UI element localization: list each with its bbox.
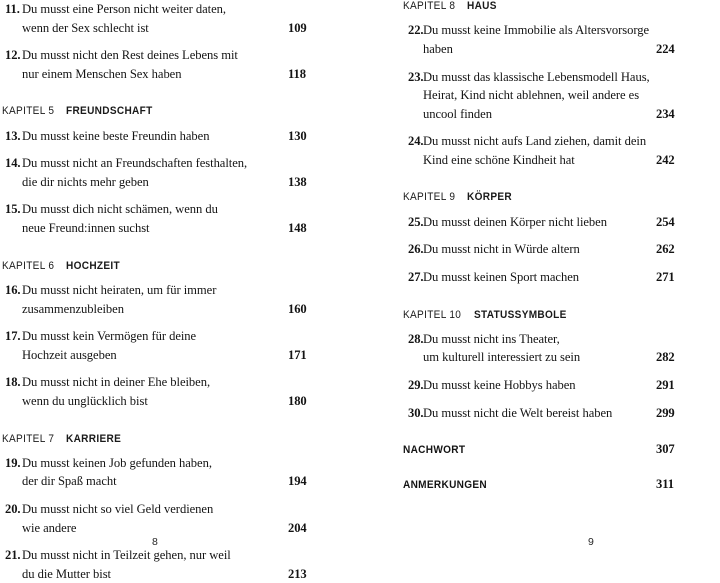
toc-entry[interactable] <box>2 0 342 37</box>
spacer <box>403 123 714 132</box>
toc-entry-line <box>2 392 342 411</box>
spacer <box>403 367 714 376</box>
toc-entry[interactable] <box>403 21 714 58</box>
toc-entry-page-number: 148 <box>288 221 307 236</box>
spacer <box>403 321 714 330</box>
toc-entry-page-number: 204 <box>288 520 307 535</box>
spacer <box>2 272 342 281</box>
toc-entry-page-number: 194 <box>288 474 307 489</box>
chapter-heading[interactable] <box>2 105 342 117</box>
toc-entry-line <box>403 105 714 124</box>
toc-entry-line <box>403 132 714 151</box>
toc-entry-number: 16. <box>5 282 21 297</box>
toc-entry-text: Du musst kein Vermögen für deine <box>22 329 197 344</box>
toc-column-left <box>2 0 342 583</box>
toc-entry-line <box>403 151 714 170</box>
chapter-title: HAUS <box>467 0 497 12</box>
toc-entry-text: wenn der Sex schlecht ist <box>22 20 149 35</box>
toc-entry-number: 23. <box>408 69 424 84</box>
toc-entry-number: 28. <box>408 331 424 346</box>
toc-entry-line <box>2 565 342 583</box>
toc-entry-number: 15. <box>5 202 21 217</box>
toc-entry[interactable] <box>2 546 342 583</box>
toc-entry-line <box>2 200 342 219</box>
chapter-title: STATUSSYMBOLE <box>473 308 567 321</box>
toc-entry-text: Hochzeit ausgeben <box>22 347 117 362</box>
spacer <box>403 457 714 479</box>
spacer <box>403 204 714 213</box>
toc-entry-number: 20. <box>5 502 21 517</box>
backmatter-label: NACHWORT <box>403 444 466 457</box>
toc-entry-line <box>2 327 342 346</box>
toc-entry-page-number: 299 <box>656 405 675 420</box>
chapter-heading[interactable] <box>403 191 714 203</box>
toc-entry-page-number: 291 <box>656 378 675 393</box>
toc-entry-line <box>2 472 342 491</box>
toc-entry-text: Du musst deinen Körper nicht lieben <box>423 214 607 229</box>
chapter-label: KAPITEL 8 <box>403 0 456 12</box>
spacer <box>2 145 342 154</box>
toc-entry-page-number: 234 <box>656 106 675 121</box>
toc-entry[interactable] <box>2 46 342 83</box>
toc-entry[interactable] <box>403 376 714 395</box>
spacer <box>403 422 714 444</box>
spacer <box>403 395 714 404</box>
toc-entry-line <box>403 21 714 40</box>
toc-entry-line <box>403 376 714 395</box>
toc-entry-text: Du musst keine Immobilie als Altersvorsorge <box>423 23 650 38</box>
toc-entry-text: Du musst nicht in Würde altern <box>423 242 580 257</box>
toc-entry-line <box>2 300 342 319</box>
backmatter-label: ANMERKUNGEN <box>403 478 488 491</box>
chapter-title: HOCHZEIT <box>66 259 121 272</box>
toc-entry-text: Du musst eine Person nicht weiter daten, <box>22 2 227 16</box>
toc-entry-line <box>403 40 714 59</box>
toc-entry-line <box>403 86 714 105</box>
toc-entry-line <box>403 330 714 349</box>
spacer <box>2 118 342 127</box>
toc-entry-line <box>2 46 342 65</box>
toc-entry-line <box>403 404 714 423</box>
backmatter-page-number: 307 <box>656 442 675 457</box>
toc-entry-text: Du musst nicht an Freundschaften festhalten, <box>22 156 248 171</box>
toc-entry[interactable] <box>403 132 714 169</box>
toc-entry[interactable] <box>2 454 342 491</box>
spacer <box>2 411 342 433</box>
toc-entry-text: uncool finden <box>423 106 492 121</box>
toc-entry[interactable] <box>2 500 342 537</box>
toc-entry-text: Du musst keine Hobbys haben <box>423 378 576 393</box>
chapter-heading[interactable] <box>403 0 714 12</box>
toc-entry-text: Du musst nicht heiraten, um für immer <box>22 282 217 297</box>
spacer <box>2 318 342 327</box>
chapter-label: KAPITEL 5 <box>2 105 55 118</box>
toc-entry-line <box>2 0 342 19</box>
toc-entry-line <box>2 519 342 538</box>
toc-entry-text: Du musst nicht die Welt bereist haben <box>423 405 613 420</box>
toc-entry-page-number: 213 <box>288 566 307 581</box>
toc-entry-page-number: 138 <box>288 174 307 189</box>
toc-entry[interactable] <box>403 404 714 423</box>
toc-entry[interactable] <box>2 327 342 364</box>
chapter-heading[interactable] <box>2 433 342 445</box>
toc-entry-text: zusammenzubleiben <box>22 301 124 316</box>
toc-entry-line <box>2 546 342 565</box>
spacer <box>2 191 342 200</box>
toc-entry-number: 12. <box>5 48 21 63</box>
toc-entry-text: haben <box>423 41 453 56</box>
toc-entry-line <box>2 373 342 392</box>
toc-entry-line <box>2 346 342 365</box>
spacer <box>2 445 342 454</box>
spacer <box>403 231 714 240</box>
toc-entry-text: Du musst das klassische Lebensmodell Haus, <box>423 69 650 84</box>
chapter-title: FREUNDSCHAFT <box>66 105 153 118</box>
toc-entry-text: du die Mutter bist <box>22 566 111 581</box>
toc-entry-line <box>403 240 714 259</box>
toc-entry-line <box>403 68 714 87</box>
toc-entry-number: 25. <box>408 214 424 229</box>
chapter-label: KAPITEL 6 <box>2 259 55 272</box>
page-right <box>360 0 720 569</box>
chapter-heading[interactable] <box>403 309 714 321</box>
chapter-label: KAPITEL 10 <box>403 308 462 321</box>
toc-entry-line <box>403 268 714 287</box>
toc-entry-text: um kulturell interessiert zu sein <box>423 350 581 365</box>
toc-entry[interactable] <box>403 213 714 232</box>
toc-column-right <box>403 0 714 491</box>
toc-entry-page-number: 171 <box>288 347 307 362</box>
toc-entry-text: Du musst nicht ins Theater, <box>423 331 560 346</box>
toc-entry[interactable] <box>403 240 714 259</box>
page-left <box>0 0 360 581</box>
toc-entry-line <box>403 348 714 367</box>
toc-entry-page-number: 254 <box>656 214 675 229</box>
toc-entry[interactable] <box>403 68 714 124</box>
toc-entry-line <box>2 454 342 473</box>
backmatter-entry[interactable] <box>403 444 714 456</box>
toc-entry-text: Du musst keinen Sport machen <box>423 269 579 284</box>
toc-entry-line <box>2 219 342 238</box>
chapter-title: KARRIERE <box>66 432 122 445</box>
toc-entry-page-number: 242 <box>656 152 675 167</box>
chapter-heading[interactable] <box>2 260 342 272</box>
toc-entry-line <box>2 19 342 38</box>
toc-entry-text: wie andere <box>22 520 77 535</box>
toc-entry[interactable] <box>403 268 714 287</box>
toc-entry-number: 30. <box>408 405 424 420</box>
toc-entry-number: 21. <box>5 548 21 563</box>
toc-entry-page-number: 271 <box>656 269 675 284</box>
toc-entry-text: Du musst nicht so viel Geld verdienen <box>22 502 214 517</box>
toc-entry-text: die dir nichts mehr geben <box>22 174 149 189</box>
spacer <box>403 287 714 309</box>
toc-entry-text: der dir Spaß macht <box>22 474 117 489</box>
spacer <box>403 259 714 268</box>
toc-entry[interactable] <box>2 281 342 318</box>
toc-entry[interactable] <box>2 154 342 191</box>
toc-entry-number: 26. <box>408 242 424 257</box>
toc-entry-text: Du musst keinen Job gefunden haben, <box>22 455 212 470</box>
toc-entry[interactable] <box>2 200 342 237</box>
toc-entry-text: Kind eine schöne Kindheit hat <box>423 152 575 167</box>
toc-entry[interactable] <box>2 373 342 410</box>
toc-entry-line <box>2 127 342 146</box>
toc-entry-line <box>2 154 342 173</box>
spacer <box>2 364 342 373</box>
toc-entry-number: 11. <box>5 2 20 16</box>
toc-entry-page-number: 130 <box>288 128 307 143</box>
spacer <box>403 12 714 21</box>
backmatter-entry[interactable] <box>403 476 714 491</box>
toc-entry-number: 18. <box>5 375 21 390</box>
chapter-label: KAPITEL 9 <box>403 191 456 204</box>
toc-entry-line <box>2 173 342 192</box>
toc-entry-page-number: 109 <box>288 20 307 35</box>
spacer <box>403 169 714 191</box>
toc-entry-line <box>2 65 342 84</box>
toc-entry-page-number: 180 <box>288 393 307 408</box>
spacer <box>2 537 342 546</box>
toc-entry-number: 27. <box>408 269 424 284</box>
toc-entry-text: neue Freund:innen suchst <box>22 221 150 236</box>
toc-entry-page-number: 224 <box>656 41 675 56</box>
toc-entry-page-number: 160 <box>288 301 307 316</box>
toc-entry-number: 14. <box>5 156 21 171</box>
toc-entry-number: 13. <box>5 128 21 143</box>
folio-left: 8 <box>152 536 158 548</box>
toc-entry-number: 29. <box>408 378 424 393</box>
toc-entry-page-number: 262 <box>656 242 675 257</box>
toc-entry-number: 19. <box>5 455 21 470</box>
chapter-label: KAPITEL 7 <box>2 432 55 445</box>
spacer <box>2 491 342 500</box>
spacer <box>2 238 342 260</box>
toc-entry[interactable] <box>403 330 714 367</box>
toc-entry-page-number: 118 <box>288 66 306 81</box>
toc-entry-text: Du musst nicht den Rest deines Lebens mit <box>22 48 238 63</box>
spacer <box>403 59 714 68</box>
toc-entry-number: 24. <box>408 134 424 149</box>
chapter-title: KÖRPER <box>467 191 513 204</box>
toc-entry[interactable] <box>2 127 342 146</box>
toc-entry-text: Du musst dich nicht schämen, wenn du <box>22 202 218 217</box>
toc-entry-number: 17. <box>5 329 21 344</box>
spacer <box>2 83 342 105</box>
toc-entry-text: Heirat, Kind nicht ablehnen, weil andere es <box>423 88 640 103</box>
backmatter-page-number: 311 <box>656 476 674 491</box>
toc-entry-page-number: 282 <box>656 350 675 365</box>
spacer <box>2 37 342 46</box>
folio-right: 9 <box>588 536 594 548</box>
toc-entry-line <box>2 281 342 300</box>
toc-entry-text: Du musst nicht in Teilzeit gehen, nur weil <box>22 548 231 563</box>
toc-entry-text: Du musst nicht in deiner Ehe bleiben, <box>22 375 211 390</box>
toc-entry-number: 22. <box>408 23 424 38</box>
toc-entry-line <box>2 500 342 519</box>
toc-entry-line <box>403 213 714 232</box>
toc-entry-text: nur einem Menschen Sex haben <box>22 66 182 81</box>
toc-entry-text: Du musst keine beste Freundin haben <box>22 128 210 143</box>
toc-entry-text: Du musst nicht aufs Land ziehen, damit dein <box>423 134 647 149</box>
toc-entry-text: wenn du unglücklich bist <box>22 393 148 408</box>
